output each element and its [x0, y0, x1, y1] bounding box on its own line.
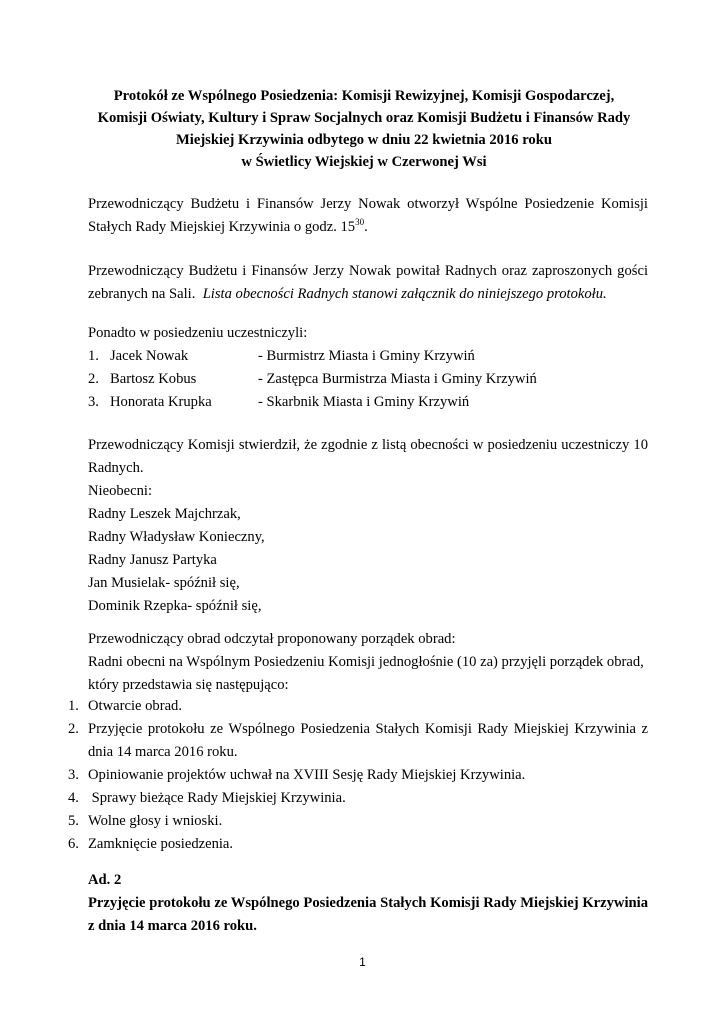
agenda-item: [68, 833, 648, 856]
participant-number: 1.: [88, 348, 99, 364]
welcome-line-2: [88, 283, 648, 306]
agenda-intro: [88, 628, 648, 697]
absent-member: Dominik Rzepka- spóźnił się,: [88, 598, 262, 614]
participant-number: 3.: [88, 394, 99, 410]
participants-intro: Ponadto w posiedzeniu uczestniczyli:: [88, 325, 308, 341]
title-line-3: Miejskiej Krzywinia odbytego w dniu 22 kwietnia 2016 roku: [176, 132, 552, 148]
opening-period: .: [364, 219, 368, 235]
participant-row: [88, 345, 648, 368]
opening-line-2: [88, 216, 648, 239]
welcome-line-1: Przewodniczący Budżetu i Finansów Jerzy Nowak powitał Radnych oraz zaproszonych gości: [88, 263, 648, 279]
participant-row: [88, 368, 648, 391]
agenda-item-text: Sprawy bieżące Rady Miejskiej Krzywinia.: [88, 790, 346, 806]
participant-role: - Skarbnik Miasta i Gminy Krzywiń: [258, 394, 470, 410]
agenda-item: [68, 787, 648, 810]
quorum-paragraph: [88, 434, 648, 618]
participant-row: [88, 391, 648, 414]
agenda-item-text: Zamknięcie posiedzenia.: [88, 836, 234, 852]
opening-text: Stałych Rady Miejskiej Krzywinia o godz. 15: [88, 219, 356, 235]
agenda-item-number: 4.: [68, 790, 79, 806]
agenda-item: [68, 695, 648, 718]
ad2-line-1: Przyjęcie protokołu ze Wspólnego Posiedzenia Stałych Komisji Rady Miejskiej Krzywinia: [88, 895, 648, 911]
ad2-section: [88, 869, 648, 938]
agenda-item-number: 3.: [68, 767, 79, 783]
absent-label: Nieobecni:: [88, 483, 153, 499]
quorum-line-2: Radnych.: [88, 460, 144, 476]
welcome-text: zebranych na Sali.: [88, 286, 196, 302]
agenda-item-number: 5.: [68, 813, 79, 829]
agenda-intro-line-3: który przedstawia się następująco:: [88, 677, 289, 693]
title-line-2: Komisji Oświaty, Kultury i Spraw Socjalnych oraz Komisji Budżetu i Finansów Rady: [97, 110, 631, 126]
ad2-line-2: z dnia 14 marca 2016 roku.: [88, 918, 257, 934]
agenda-item-text: Opiniowanie projektów uchwał na XVIII Sesję Rady Miejskiej Krzywinia.: [88, 767, 526, 783]
attendance-note: Lista obecności Radnych stanowi załącznik do niniejszego protokołu.: [202, 286, 607, 302]
agenda-item-number: 1.: [68, 698, 79, 714]
agenda-item: [68, 810, 648, 833]
absent-member: Jan Musielak- spóźnił się,: [88, 575, 240, 591]
agenda-item-text-continued: dnia 14 marca 2016 roku.: [88, 744, 238, 760]
participant-role: - Burmistrz Miasta i Gminy Krzywiń: [258, 348, 475, 364]
title-line-1: Protokół ze Wspólnego Posiedzenia: Komisji Rewizyjnej, Komisji Gospodarczej,: [113, 88, 615, 104]
page-number: 1: [359, 955, 366, 969]
absent-member: Radny Władysław Konieczny,: [88, 529, 265, 545]
agenda-item-number: 2.: [68, 721, 79, 737]
title-line-4: w Świetlicy Wiejskiej w Czerwonej Wsi: [241, 154, 487, 170]
participants-list: [88, 345, 648, 414]
agenda-item-text: Przyjęcie protokołu ze Wspólnego Posiedzenia Stałych Komisji Rady Miejskiej Krzywinia z: [88, 721, 648, 737]
agenda-intro-line-1: Przewodniczący obrad odczytał proponowany porządek obrad:: [88, 631, 456, 647]
welcome-paragraph: [88, 260, 648, 306]
agenda-item-text: Wolne głosy i wnioski.: [88, 813, 223, 829]
agenda-list: [68, 695, 648, 856]
opening-line-1: Przewodniczący Budżetu i Finansów Jerzy Nowak otworzył Wspólne Posiedzenie Komisji: [88, 196, 648, 212]
agenda-item-number: 6.: [68, 836, 79, 852]
agenda-item-text: Otwarcie obrad.: [88, 698, 183, 714]
agenda-item: [68, 764, 648, 787]
agenda-item: [68, 718, 648, 764]
opening-paragraph: [88, 193, 648, 239]
participant-number: 2.: [88, 371, 99, 387]
agenda-intro-line-2: Radni obecni na Wspólnym Posiedzeniu Komisji jednogłośnie (10 za) przyjęli porządek obrad,: [88, 654, 644, 670]
document-title: [80, 85, 648, 173]
quorum-line-1: Przewodniczący Komisji stwierdził, że zgodnie z listą obecności w posiedzeniu uczestniczy 10: [88, 437, 648, 453]
opening-time-minutes: 30: [355, 217, 365, 227]
participant-name: Bartosz Kobus: [110, 371, 197, 387]
ad2-heading: Ad. 2: [88, 872, 122, 888]
absent-member: Radny Leszek Majchrzak,: [88, 506, 241, 522]
participant-name: Honorata Krupka: [110, 394, 212, 410]
participant-name: Jacek Nowak: [110, 348, 189, 364]
absent-member: Radny Janusz Partyka: [88, 552, 217, 568]
participant-role: - Zastępca Burmistrza Miasta i Gminy Krzywiń: [258, 371, 537, 387]
